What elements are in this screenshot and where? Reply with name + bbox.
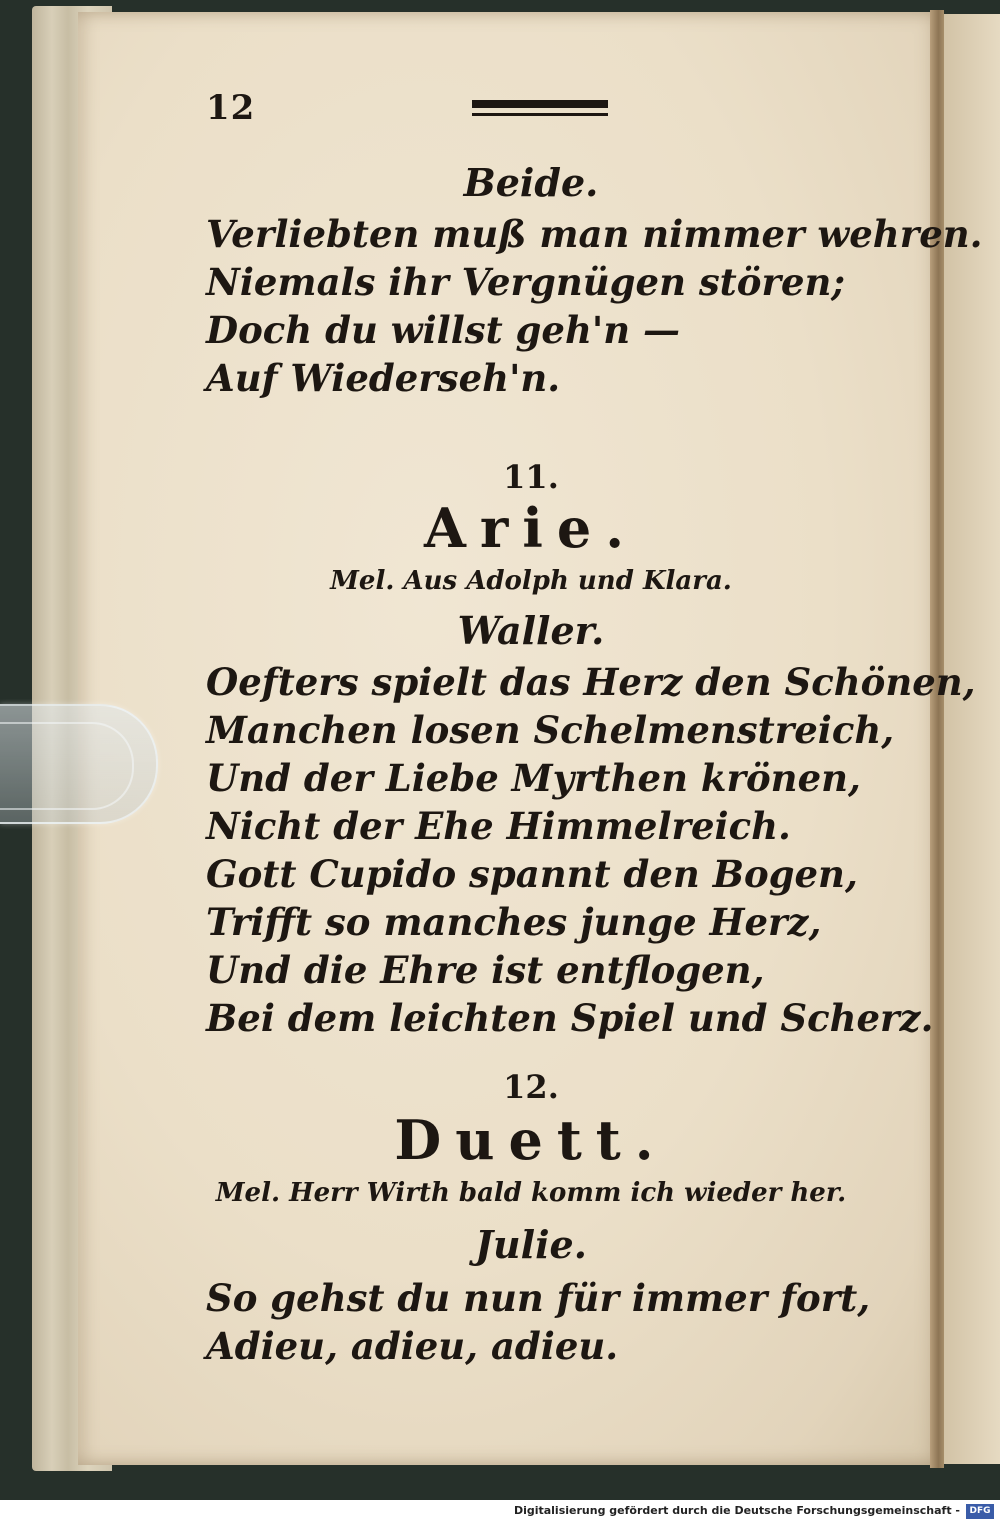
speaker-julie: Julie. <box>475 1222 587 1267</box>
verse-line: Trifft so manches junge Herz, <box>206 900 822 944</box>
melody-note: Mel. Herr Wirth bald komm ich wieder her. <box>215 1178 847 1208</box>
song-number: 11. <box>503 458 559 496</box>
verse-line: Und der Liebe Myrthen krönen, <box>206 756 861 800</box>
song-number: 12. <box>503 1068 559 1106</box>
digitization-footer <box>0 1500 1000 1524</box>
verse-line: Und die Ehre ist entflogen, <box>206 948 765 992</box>
verse-line: Adieu, adieu, adieu. <box>206 1324 619 1368</box>
verse-line: Manchen losen Schelmenstreich, <box>206 708 895 752</box>
speaker-waller: Waller. <box>457 608 605 653</box>
verse-line: So gehst du nun für immer fort, <box>206 1276 871 1320</box>
verse-line: Niemals ihr Vergnügen stören; <box>206 260 846 304</box>
page-number: 12 <box>206 88 256 128</box>
verse-line: Gott Cupido spannt den Bogen, <box>206 852 858 896</box>
clip-inner-loop <box>0 722 134 810</box>
verse-line: Nicht der Ehe Himmelreich. <box>206 804 791 848</box>
song-title: Duett. <box>394 1108 668 1172</box>
verse-line: Bei dem leichten Spiel und Scherz. <box>206 996 934 1040</box>
verse-line: Oefters spielt das Herz den Schönen, <box>206 660 976 704</box>
plastic-page-clip <box>0 704 158 824</box>
song-title: Arie. <box>423 496 639 560</box>
verse-line: Verliebten muß man nimmer wehren. <box>206 212 983 256</box>
header-rule-thick <box>472 100 608 108</box>
dfg-logo: DFG <box>966 1504 994 1519</box>
verse-line: Auf Wiederseh'n. <box>206 356 561 400</box>
header-rule-thin <box>472 113 608 116</box>
verse-line: Doch du willst geh'n — <box>206 308 680 352</box>
header-rule <box>472 100 608 121</box>
melody-note: Mel. Aus Adolph und Klara. <box>330 566 732 596</box>
funding-credit: Digitalisierung gefördert durch die Deutsche Forschungsgemeinschaft - <box>513 1504 960 1517</box>
speaker-beide: Beide. <box>463 160 599 205</box>
